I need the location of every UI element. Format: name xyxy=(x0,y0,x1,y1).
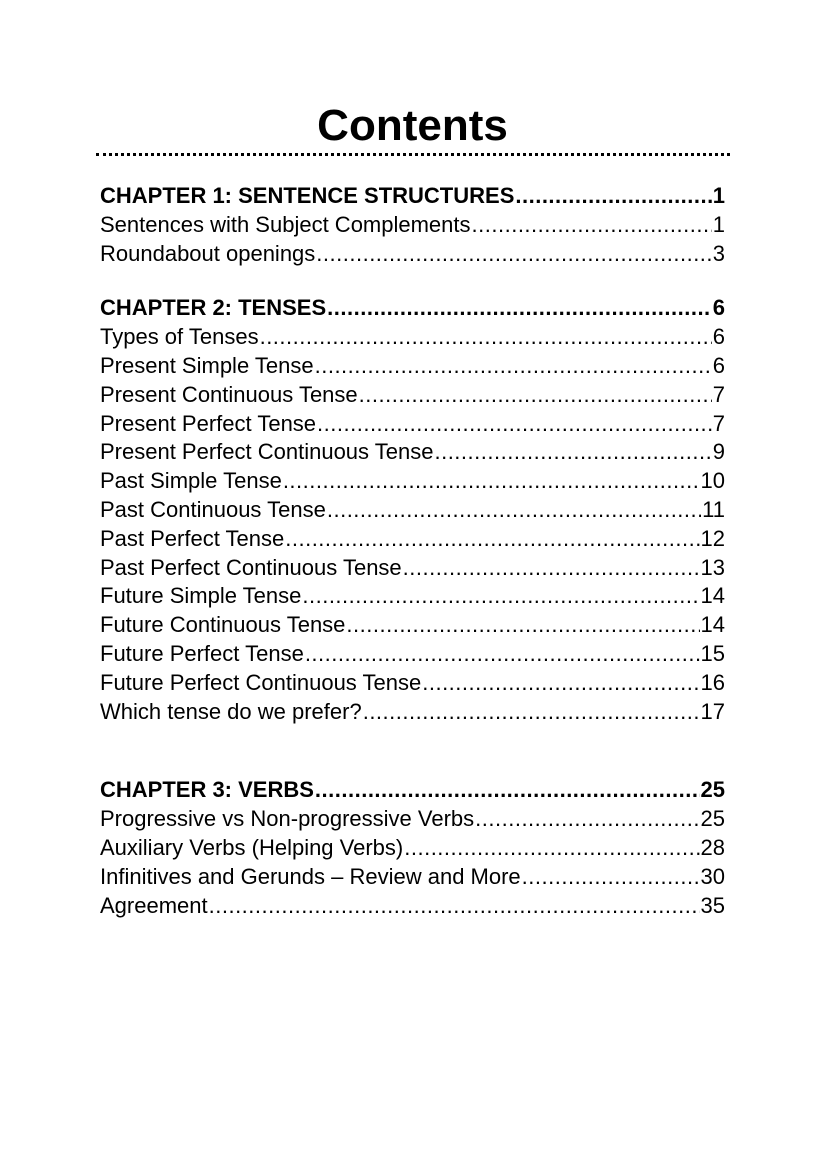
dot-leader xyxy=(315,352,712,381)
toc-page-number: 6 xyxy=(712,295,725,321)
toc-entry-label: Which tense do we prefer? xyxy=(100,698,362,724)
toc-page-number: 10 xyxy=(700,468,725,494)
toc-chapter-heading[interactable] xyxy=(100,294,725,323)
toc-entry[interactable] xyxy=(100,611,725,640)
dot-leader xyxy=(305,640,700,669)
toc-entry-label: Sentences with Subject Complements xyxy=(100,211,471,237)
toc-page-number: 30 xyxy=(700,863,725,889)
dot-leader xyxy=(283,467,700,496)
toc-entry-label: Future Perfect Tense xyxy=(100,640,304,666)
toc-entry-label: Future Simple Tense xyxy=(100,583,302,609)
toc-entry-label: Agreement xyxy=(100,892,208,918)
toc-entry[interactable] xyxy=(100,834,725,863)
toc-entry[interactable] xyxy=(100,352,725,381)
toc-entry-label: Auxiliary Verbs (Helping Verbs) xyxy=(100,834,404,860)
toc-entry-label: Present Simple Tense xyxy=(100,352,314,378)
toc-entry-label: Types of Tenses xyxy=(100,324,259,350)
toc-entry[interactable] xyxy=(100,669,725,698)
toc-entry-label: Present Perfect Continuous Tense xyxy=(100,439,434,465)
page-title: Contents xyxy=(317,101,508,150)
toc-entry-label: Present Perfect Tense xyxy=(100,410,317,436)
toc-entry-label: Present Continuous Tense xyxy=(100,381,358,407)
toc-entry[interactable] xyxy=(100,240,725,269)
toc-entry-label: Past Simple Tense xyxy=(100,468,282,494)
dot-leader xyxy=(422,669,699,698)
dot-leader xyxy=(522,863,700,892)
toc-entry-label: Past Perfect Tense xyxy=(100,525,285,551)
toc-page-number: 6 xyxy=(712,324,725,350)
dot-leader xyxy=(317,410,712,439)
toc-entry[interactable] xyxy=(100,863,725,892)
toc-chapter-heading[interactable] xyxy=(100,776,725,805)
toc-entry-label: CHAPTER 2: TENSES xyxy=(100,295,327,321)
toc-entry[interactable] xyxy=(100,323,725,352)
toc-entry[interactable] xyxy=(100,805,725,834)
toc-page-number: 12 xyxy=(700,525,725,551)
toc-entry-label: Future Perfect Continuous Tense xyxy=(100,669,422,695)
toc-entry[interactable] xyxy=(100,892,725,921)
toc-entry[interactable] xyxy=(100,554,725,583)
toc-entry[interactable] xyxy=(100,525,725,554)
toc-entry[interactable] xyxy=(100,496,725,525)
dot-leader xyxy=(327,294,712,323)
toc-page-number: 28 xyxy=(700,834,725,860)
toc-entry[interactable] xyxy=(100,640,725,669)
toc-page-number: 17 xyxy=(700,698,725,724)
dot-leader xyxy=(260,323,712,352)
dot-leader xyxy=(327,496,701,525)
toc-entry-label: Future Continuous Tense xyxy=(100,612,346,638)
dot-leader xyxy=(315,776,700,805)
dot-leader xyxy=(346,611,699,640)
toc-entry-label: Past Perfect Continuous Tense xyxy=(100,554,402,580)
toc-page-number: 25 xyxy=(700,777,725,803)
dot-leader xyxy=(285,525,699,554)
dot-leader xyxy=(363,698,700,727)
toc-page-number: 7 xyxy=(712,381,725,407)
toc-page-number: 3 xyxy=(712,240,725,266)
toc-entry-label: Past Continuous Tense xyxy=(100,496,326,522)
dot-leader xyxy=(403,554,700,583)
toc-entry[interactable] xyxy=(100,410,725,439)
toc-page-number: 11 xyxy=(702,496,725,522)
dot-leader xyxy=(359,381,712,410)
dot-leader xyxy=(209,892,700,921)
toc-entry[interactable] xyxy=(100,698,725,727)
chapter-spacer xyxy=(100,268,725,294)
dot-leader xyxy=(302,582,699,611)
toc-entry-label: Infinitives and Gerunds – Review and More xyxy=(100,863,521,889)
dot-leader xyxy=(472,211,712,240)
dot-leader xyxy=(404,834,699,863)
toc-page-number: 25 xyxy=(700,806,725,832)
dot-leader xyxy=(515,182,711,211)
toc-page-number: 14 xyxy=(700,583,725,609)
toc-entry-label: CHAPTER 3: VERBS xyxy=(100,777,314,803)
toc-page-number: 1 xyxy=(712,211,725,237)
toc-entry[interactable] xyxy=(100,381,725,410)
toc-page-number: 16 xyxy=(700,669,725,695)
toc-page-number: 15 xyxy=(700,640,725,666)
toc-chapter-heading[interactable] xyxy=(100,182,725,211)
toc-page-number: 9 xyxy=(712,439,725,465)
toc-page-number: 7 xyxy=(712,410,725,436)
toc-entry-label: Progressive vs Non-progressive Verbs xyxy=(100,806,475,832)
toc-entry[interactable] xyxy=(100,582,725,611)
toc-page-number: 13 xyxy=(700,554,725,580)
dot-leader xyxy=(475,805,699,834)
toc-entry[interactable] xyxy=(100,438,725,467)
toc-page-number: 14 xyxy=(700,612,725,638)
chapter-spacer xyxy=(100,726,725,776)
title-divider xyxy=(96,153,730,156)
toc-page-number: 35 xyxy=(700,892,725,918)
toc-page-number: 1 xyxy=(712,183,725,208)
toc-entry-label: CHAPTER 1: SENTENCE STRUCTURES xyxy=(100,183,515,208)
toc-entry[interactable] xyxy=(100,467,725,496)
toc-page-number: 6 xyxy=(712,352,725,378)
table-of-contents xyxy=(100,182,725,920)
dot-leader xyxy=(434,438,711,467)
dot-leader xyxy=(316,240,711,269)
toc-entry-label: Roundabout openings xyxy=(100,240,316,266)
toc-entry[interactable] xyxy=(100,211,725,240)
